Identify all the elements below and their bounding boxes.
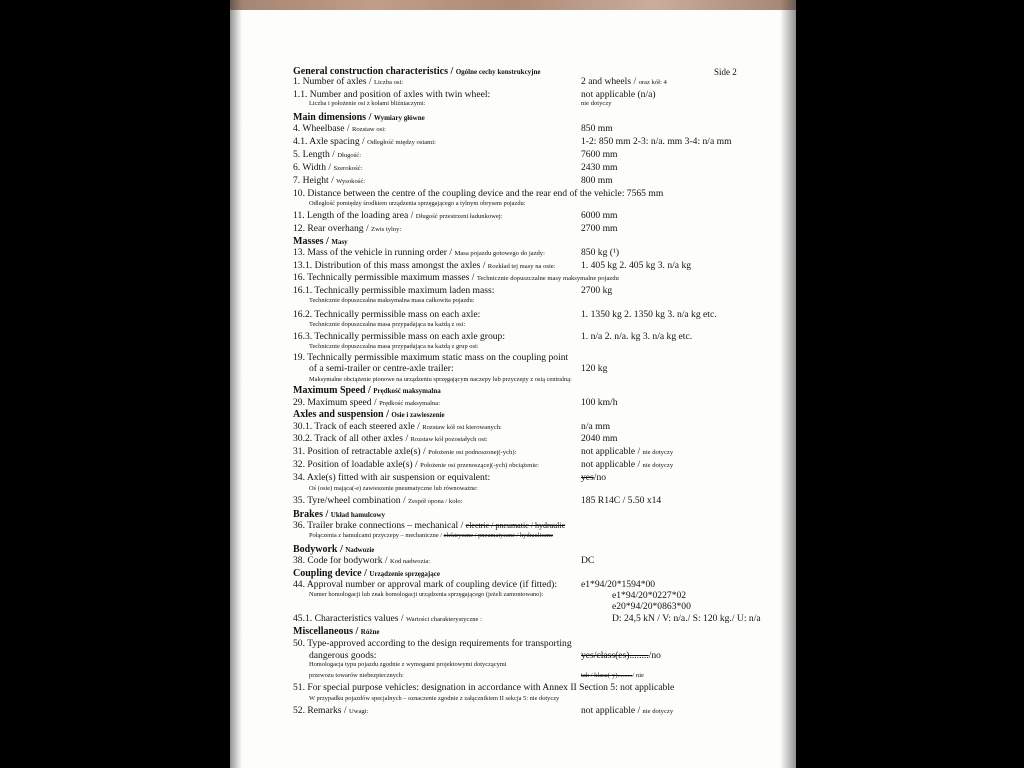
- value-pl: oraz kół: 4: [638, 79, 667, 86]
- row-label: [309, 650, 376, 661]
- label-en: 16.2. Technically permissible mass on each axle:: [293, 309, 481, 320]
- row-value: [581, 76, 667, 88]
- row-label: [293, 421, 502, 433]
- page-label: Side 2: [714, 67, 737, 77]
- label-en: 32. Position of loadable axle(s) /: [293, 459, 421, 470]
- sub-text: Oś (osie) mająca(-e) zawieszenie pneumatyczne lub równoważne:: [309, 485, 478, 492]
- value-text: 1. 405 kg 2. 405 kg 3. n/a kg: [581, 260, 692, 271]
- label-en: 45.1. Characteristics values /: [293, 613, 406, 624]
- label-en: Brakes /: [293, 509, 331, 520]
- row-value: [581, 446, 673, 458]
- row-label: [293, 210, 503, 222]
- row-label: [293, 472, 490, 483]
- row-label: [293, 352, 568, 363]
- label-pl: Rozkład tej masy na osie:: [487, 263, 556, 270]
- label-en: Main dimensions /: [293, 112, 374, 123]
- value-text: e1*94/20*0227*02: [612, 590, 687, 601]
- label-en: Axles and suspension /: [293, 409, 392, 420]
- label-en: 16.3. Technically permissible mass on each axle group:: [293, 331, 506, 342]
- label-en: 7. Height /: [293, 175, 337, 186]
- label-en: Coupling device /: [293, 568, 370, 579]
- label-en: 34. Axle(s) fitted with air suspension or equivalent:: [293, 472, 491, 483]
- value-pl: nie dotyczy: [642, 449, 674, 456]
- row-label: [293, 638, 572, 649]
- row-value: [581, 285, 612, 296]
- value-sub-text: nie dotyczy: [581, 100, 612, 107]
- label-en: 5. Length /: [293, 149, 338, 160]
- label-pl: Masy: [331, 238, 348, 246]
- document-page: [230, 0, 796, 768]
- row-label: [293, 247, 545, 259]
- row-label: [293, 397, 440, 409]
- label-en: 35. Tyre/wheel combination /: [293, 495, 409, 506]
- label-en: 31. Position of retractable axle(s) /: [293, 446, 429, 457]
- value-text: 2040 mm: [581, 433, 618, 444]
- label-en: 50. Type-approved according to the design requirements for transporting: [293, 638, 572, 649]
- row-value: [581, 331, 692, 342]
- label-en: 16.1. Technically permissible maximum laden mass:: [293, 285, 495, 296]
- row-label: [293, 331, 505, 342]
- label-pl: Rozstaw osi:: [351, 126, 386, 133]
- label-pl: Kod nadwozia:: [390, 558, 431, 565]
- row-value: [612, 590, 686, 601]
- label-pl: Wymiary główne: [373, 114, 425, 122]
- row-label: [293, 555, 430, 567]
- label-en: 1.1. Number and position of axles with twin wheel:: [293, 89, 491, 100]
- label-en: 30.1. Track of each steered axle /: [293, 421, 423, 432]
- row-sub: [309, 321, 465, 329]
- row-value: [581, 223, 618, 234]
- label-en: 4. Wheelbase /: [293, 123, 352, 134]
- label-en: General construction characteristics /: [293, 66, 456, 77]
- value-text: e20*94/20*0863*00: [612, 601, 691, 612]
- label-pl: Wartości charakterystyczne :: [405, 616, 482, 623]
- sub-text: Liczba i położenie osi z kołami bliźniaczymi:: [309, 100, 426, 107]
- label-pl: Rozstaw kół pozostałych osi:: [410, 436, 488, 443]
- label-en: 38. Code for bodywork /: [293, 555, 390, 566]
- label-en: 11. Length of the loading area /: [293, 210, 416, 221]
- row-value: [581, 363, 607, 374]
- row-sub: [309, 376, 572, 384]
- sub-text: Maksymalne obciążenie pionowe na urządzeniu sprzęgającym naczepy lub przyczepy z osią centralną:: [309, 376, 572, 383]
- row-sub: [309, 100, 425, 108]
- value-text: 1-2: 850 mm 2-3: n/a. mm 3-4: n/a mm: [581, 136, 732, 147]
- row-label: [293, 579, 557, 590]
- label-pl: Położenie osi przenoszącej(-ych) obciążenie:: [420, 462, 539, 469]
- label-pl: Długość:: [337, 152, 362, 159]
- row-sub: [309, 672, 404, 680]
- row-value: [581, 433, 618, 444]
- value-text: not applicable /: [581, 459, 643, 470]
- label-en: Maximum Speed /: [293, 385, 374, 396]
- row-value: [581, 650, 661, 661]
- label-pl: Wysokość:: [336, 178, 366, 185]
- row-value: [581, 397, 618, 408]
- row-value: [581, 136, 732, 147]
- label-en: 13.1. Distribution of this mass amongst the axles /: [293, 260, 488, 271]
- row-value: [581, 149, 618, 160]
- label-en: 29. Maximum speed /: [293, 397, 380, 408]
- row-value: [581, 210, 618, 221]
- row-value: [581, 162, 618, 173]
- label-pl: Osie i zawieszenie: [391, 411, 445, 419]
- label-pl: Ogólne cechy konstrukcyjne: [455, 68, 541, 76]
- label-en: 30.2. Track of all other axles /: [293, 433, 411, 444]
- row-label: [293, 705, 368, 717]
- sub-struck: elektryczne / pneumatyczne / hydrauliczne: [443, 532, 553, 539]
- value-pl: nie dotyczy: [642, 708, 674, 715]
- row-label: [293, 459, 539, 471]
- label-en: 19. Technically permissible maximum static mass on the coupling point: [293, 352, 569, 363]
- label-pl: Odległość między osiami:: [367, 139, 436, 146]
- row-value: [581, 459, 673, 471]
- value-text: n/a mm: [581, 421, 611, 432]
- label-en: 1. Number of axles /: [293, 76, 374, 87]
- value-text: 120 kg: [581, 363, 608, 374]
- label-pl: Szerokość:: [333, 165, 363, 172]
- row-label: [293, 446, 516, 458]
- row-label: [293, 123, 386, 135]
- value-text: 1. 1350 kg 2. 1350 kg 3. n/a kg etc.: [581, 309, 717, 320]
- value-text: e1*94/20*1594*00: [581, 579, 656, 590]
- row-label: [293, 626, 379, 638]
- row-sub: [309, 343, 479, 351]
- row-value: [612, 601, 691, 612]
- row-label: [293, 682, 674, 693]
- value-text: 2700 kg: [581, 285, 613, 296]
- sub-text: Połączenia z hamulcami przyczepy – mechaniczne /: [309, 532, 444, 539]
- value-text: 185 R14C / 5.50 x14: [581, 495, 662, 506]
- row-sub: [309, 297, 474, 305]
- value-text: 100 km/h: [581, 397, 618, 408]
- label-en: 44. Approval number or approval mark of coupling device (if fitted):: [293, 579, 558, 590]
- value-text: 800 mm: [581, 175, 613, 186]
- row-label: [293, 433, 488, 445]
- value-text: D: 24,5 kN / V: n/a./ S: 120 kg./ U: n/a: [612, 613, 761, 624]
- row-label: [293, 385, 441, 397]
- sub-text: Numer homologacji lub znak homologacji urządzenia sprzęgającego (jeżeli zamontowano):: [309, 591, 544, 598]
- label-pl: Prędkość maksymalna: [373, 387, 441, 395]
- value-text: 2700 mm: [581, 223, 618, 234]
- label-en: 16. Technically permissible maximum masses /: [293, 272, 477, 283]
- label-en: Masses /: [293, 236, 332, 247]
- row-value: [581, 309, 717, 320]
- row-value: [581, 247, 619, 258]
- value-text: 7600 mm: [581, 149, 618, 160]
- row-value: [581, 579, 655, 590]
- label-en: of a semi-trailer or centre-axle trailer:: [309, 363, 454, 374]
- sub-text: przewozu towarów niebezpiecznych:: [309, 672, 404, 679]
- row-sub: [309, 532, 553, 540]
- row-value: [581, 175, 613, 186]
- row-label: [293, 76, 403, 88]
- label-pl: Nadwozie: [345, 546, 375, 554]
- label-pl: Urządzenie sprzęgające: [369, 570, 440, 578]
- label-en: dangerous goods:: [309, 650, 377, 661]
- value-text: 850 kg (¹): [581, 247, 620, 258]
- label-pl: Różne: [360, 628, 380, 636]
- row-label: [293, 149, 361, 161]
- value-text: DC: [581, 555, 595, 566]
- row-sub: [309, 200, 526, 208]
- row-label: [293, 285, 494, 296]
- row-label: [293, 188, 663, 199]
- row-value: [581, 555, 594, 566]
- row-label: [309, 363, 454, 374]
- row-value: [581, 89, 656, 100]
- label-pl: Położenie osi podnoszonej(-ych):: [428, 449, 517, 456]
- label-en: 51. For special purpose vehicles: designation in accordance with Annex II Section 5: not applicable: [293, 682, 675, 693]
- label-pl: Masa pojazdu gotowego do jazdy:: [454, 250, 545, 257]
- value-text: 2 and wheels /: [581, 76, 639, 87]
- row-value: [581, 260, 691, 271]
- scan-edge-top: [230, 0, 796, 10]
- row-label: [293, 309, 480, 320]
- value-text: 850 mm: [581, 123, 613, 134]
- label-en: 4.1. Axle spacing /: [293, 136, 368, 147]
- label-en: 12. Rear overhang /: [293, 223, 372, 234]
- row-value: [612, 613, 761, 624]
- row-sub: [309, 695, 559, 703]
- row-sub: [309, 591, 543, 599]
- label-en: 10. Distance between the centre of the coupling device and the rear end of the vehicle: 7565 mm: [293, 188, 664, 199]
- sub-text: Homologacja typu pojazdu zgodnie z wymogami projektowymi dotyczącymi: [309, 661, 507, 668]
- value-text: 1. n/a 2. n/a. kg 3. n/a kg etc.: [581, 331, 693, 342]
- sub-text: Technicznie dopuszczalna masa przypadająca na każdą z grup osi:: [309, 343, 479, 350]
- value-pl: nie dotyczy: [642, 462, 674, 469]
- row-label: [293, 89, 490, 100]
- row-label: [293, 162, 362, 174]
- label-en: Miscellaneous /: [293, 626, 361, 637]
- scan-edge-left: [230, 0, 242, 768]
- row-value: [581, 421, 610, 432]
- row-label: [293, 223, 401, 235]
- label-en: 52. Remarks /: [293, 705, 349, 716]
- value-text: not applicable (n/a): [581, 89, 656, 100]
- value-text: 6000 mm: [581, 210, 618, 221]
- sub-text: Technicznie dopuszczalna masa przypadająca na każdą z osi:: [309, 321, 466, 328]
- row-value: [581, 705, 673, 717]
- label-pl: Prędkość maksymalna:: [379, 400, 441, 407]
- value-text: not applicable /: [581, 446, 643, 457]
- value-sub-struck: tak / klasa(-y).........: [581, 672, 633, 679]
- sub-text: Odległość pomiędzy środkiem urządzenia sprzęgającego a tylnym obrysem pojazdu:: [309, 200, 526, 207]
- row-label: [293, 136, 436, 148]
- scan-edge-right: [780, 0, 796, 768]
- sub-text: W przypadku pojazdów specjalnych – oznaczenie zgodnie z załącznikiem II sekcja 5: nie dotyczy: [309, 695, 560, 702]
- row-value: [581, 495, 661, 506]
- value-struck: yes: [581, 472, 594, 483]
- label-pl: Zwis tylny:: [371, 226, 402, 233]
- value-struck: yes/class(es)........: [581, 650, 649, 661]
- row-value-sub: [581, 100, 612, 108]
- value-text: /no: [593, 472, 607, 483]
- label-pl: Długość przestrzeni ładunkowej:: [415, 213, 503, 220]
- row-label: [293, 272, 619, 284]
- label-pl: Technicznie dopuszczalne masy maksymalne pojazdu: [476, 275, 619, 282]
- value-text: /no: [648, 650, 661, 661]
- row-label: [293, 409, 445, 421]
- row-label: [293, 495, 462, 507]
- label-pl: Zespół opona / koło:: [408, 498, 463, 505]
- value-sub-text: / nie: [632, 672, 644, 679]
- sub-text: Technicznie dopuszczalna maksymalna masa całkowita pojazdu:: [309, 297, 475, 304]
- label-en: 6. Width /: [293, 162, 334, 173]
- label-struck: electric / pneumatic / hydraulic: [465, 521, 566, 530]
- row-label: [293, 260, 556, 272]
- row-sub: [309, 485, 478, 493]
- label-pl: Rozstaw kół osi kierowanych:: [422, 424, 502, 431]
- label-pl: Układ hamulcowy: [330, 511, 386, 519]
- label-pl: Uwagi:: [348, 708, 369, 715]
- value-text: not applicable /: [581, 705, 643, 716]
- row-value: [581, 123, 613, 134]
- label-en: 13. Mass of the vehicle in running order /: [293, 247, 455, 258]
- label-en: 36. Trailer brake connections – mechanical /: [293, 520, 466, 531]
- row-label: [293, 613, 482, 625]
- row-label: [293, 175, 365, 187]
- row-value: [581, 472, 606, 483]
- label-en: Bodywork /: [293, 544, 346, 555]
- row-label: [293, 520, 565, 531]
- label-pl: Liczba osi:: [374, 79, 404, 86]
- row-value-sub: [581, 672, 644, 680]
- value-text: 2430 mm: [581, 162, 618, 173]
- row-sub: [309, 661, 507, 669]
